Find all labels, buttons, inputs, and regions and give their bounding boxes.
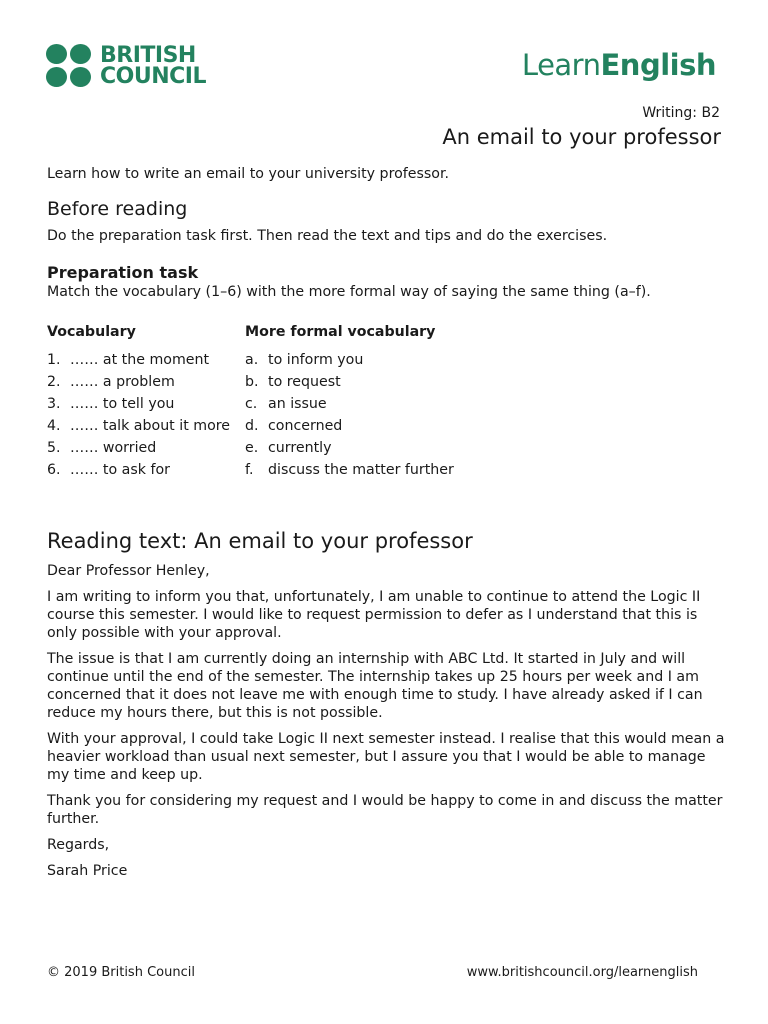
email-paragraph: With your approval, I could take Logic II next semester instead. I realise that this would mean a heavier workload than usual next semester, but I assure you that I would be able to manage my time and keep up.: [47, 731, 725, 783]
vocab-item: 5. …… worried: [47, 440, 157, 456]
preparation-instruction: Match the vocabulary (1–6) with the more formal way of saying the same thing (a–f).: [47, 284, 651, 300]
formal-item: c. an issue: [245, 396, 327, 412]
email-closing: Regards,: [47, 837, 110, 853]
preparation-task-heading: Preparation task: [47, 263, 199, 282]
footer-copyright: © 2019 British Council: [47, 965, 195, 980]
vocab-item: 2. …… a problem: [47, 374, 175, 390]
learnenglish-logo: LearnEnglish: [521, 48, 716, 82]
vocabulary-column: [47, 323, 245, 481]
email-paragraph: I am writing to inform you that, unfortunately, I am unable to continue to attend the Logic II course this semester. I would like to request permission to defer as I understand that this is only possible with your approval.: [47, 589, 701, 641]
email-greeting: Dear Professor Henley,: [47, 563, 210, 579]
vocabulary-table: [47, 323, 727, 481]
british-council-dots-icon: [46, 44, 94, 88]
page-title: An email to your professor: [442, 125, 721, 149]
vocab-item: 6. …… to ask for: [47, 462, 170, 478]
email-signature: Sarah Price: [47, 863, 128, 879]
vocab-item: 3. …… to tell you: [47, 396, 175, 412]
intro-text: Learn how to write an email to your university professor.: [47, 166, 449, 182]
footer-url: www.britishcouncil.org/learnenglish: [466, 965, 698, 980]
reading-text-heading: Reading text: An email to your professor: [47, 529, 473, 553]
formal-item: e. currently: [245, 440, 332, 456]
british-council-logo: [46, 44, 206, 88]
before-reading-text: Do the preparation task first. Then read the text and tips and do the exercises.: [47, 228, 608, 244]
vocab-item: 4. …… talk about it more: [47, 418, 231, 434]
main-content: [47, 165, 727, 888]
formal-item: a. to inform you: [245, 352, 364, 368]
vocab-item: 1. …… at the moment: [47, 352, 210, 368]
vocabulary-header: Vocabulary: [47, 324, 136, 340]
email-paragraph: Thank you for considering my request and I would be happy to come in and discuss the matter further.: [47, 793, 723, 827]
formal-item: d. concerned: [245, 418, 343, 434]
formal-item: b. to request: [245, 374, 341, 390]
before-reading-heading: Before reading: [47, 198, 188, 220]
formal-vocabulary-column: [245, 323, 454, 481]
formal-item: f. discuss the matter further: [245, 462, 454, 478]
british-council-wordmark: BRITISH COUNCIL: [100, 43, 206, 89]
email-letter: [47, 562, 727, 880]
formal-vocabulary-header: More formal vocabulary: [245, 324, 436, 340]
level-label: Writing: B2: [642, 105, 720, 121]
email-paragraph: The issue is that I am currently doing an internship with ABC Ltd. It started in July and will continue until the end of the semester. The internship takes up 25 hours per week and I am concerned that it does not leave me with enough time to study. I have already asked if I can reduce my hours there, but this is not possible.: [47, 651, 703, 721]
